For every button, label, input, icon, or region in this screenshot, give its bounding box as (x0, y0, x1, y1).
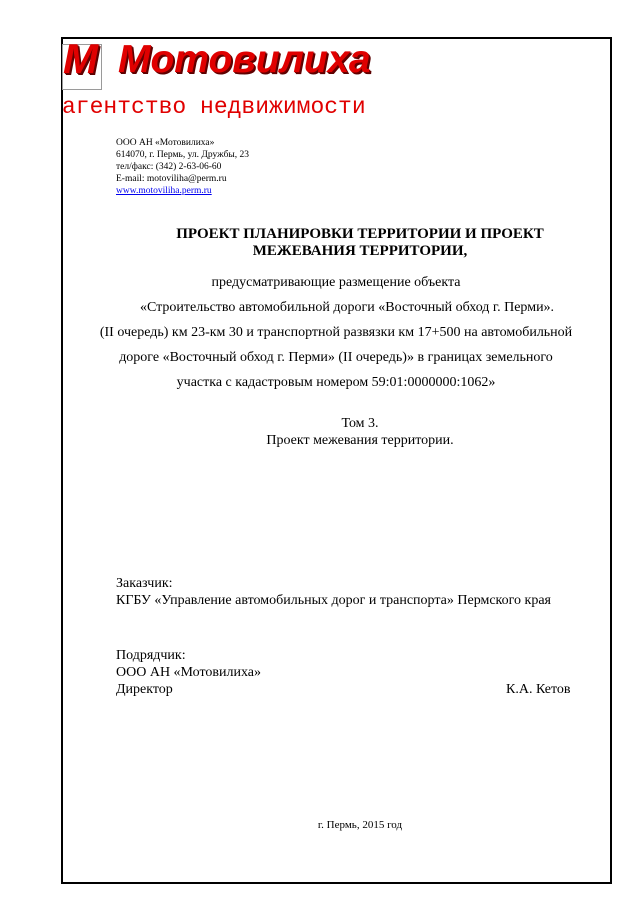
customer-block (116, 575, 551, 609)
description-line-1: предусматривающие размещение объекта (211, 275, 461, 290)
logo-name: Мотовилиха (118, 38, 371, 81)
description-line-4: дороге «Восточный обход г. Перми» (II очередь)» в границах земельного (119, 350, 553, 365)
volume-block (120, 415, 600, 449)
contact-block (116, 137, 249, 197)
contact-phone: тел/факс: (342) 2-63-06-60 (116, 162, 222, 172)
document-title (120, 226, 600, 260)
project-description (66, 270, 606, 395)
title-line-1: ПРОЕКТ ПЛАНИРОВКИ ТЕРРИТОРИИ И ПРОЕКТ (176, 226, 544, 242)
contractor-block (116, 647, 261, 698)
customer-label: Заказчик: (116, 576, 173, 591)
contractor-name: ООО АН «Мотовилиха» (116, 665, 262, 680)
contractor-label: Подрядчик: (116, 648, 186, 663)
contact-email: E-mail: motoviliha@perm.ru (116, 174, 227, 184)
description-line-2: «Строительство автомобильной дороги «Восточный обход г. Перми». (139, 300, 555, 315)
volume-name: Проект межевания территории. (266, 433, 454, 448)
signatory-name: К.А. Кетов (506, 682, 571, 697)
description-line-3: (II очередь) км 23-км 30 и транспортной развязки км 17+500 на автомобильной (99, 325, 573, 340)
customer-name: КГБУ «Управление автомобильных дорог и транспорта» Пермского края (116, 593, 551, 608)
contact-company: ООО АН «Мотовилиха» (116, 138, 215, 148)
volume-number: Том 3. (341, 416, 379, 431)
contact-website-link[interactable]: www.motoviliha.perm.ru (116, 186, 212, 196)
logo-letter: М (63, 35, 98, 82)
contractor-position: Директор (116, 682, 173, 697)
logo-subtitle: агентство недвижимости (62, 94, 366, 120)
footer-place-year: г. Пермь, 2015 год (317, 819, 403, 831)
title-line-2: МЕЖЕВАНИЯ ТЕРРИТОРИИ, (252, 243, 468, 259)
description-line-5: участка с кадастровым номером 59:01:0000000:1062» (176, 375, 496, 390)
contact-address: 614070, г. Пермь, ул. Дружбы, 23 (116, 150, 250, 160)
